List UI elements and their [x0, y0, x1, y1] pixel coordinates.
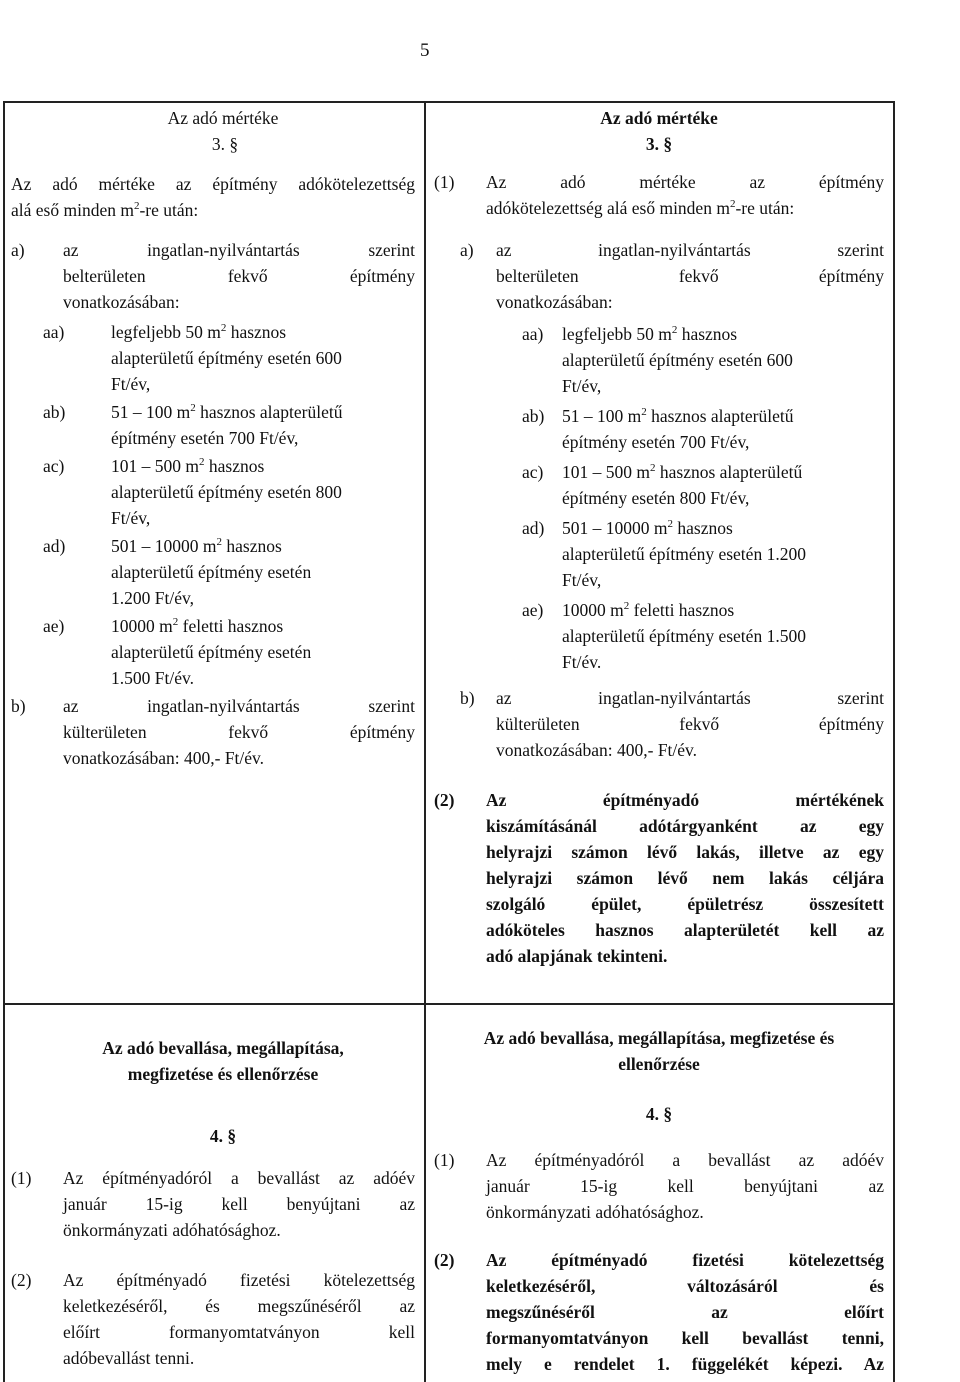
right-a-line-2: belterületen fekvő építmény: [496, 266, 884, 286]
left-ad-line-1b: hasznos: [222, 536, 282, 556]
right-column-section-3: [434, 103, 884, 969]
right-b-line-2: külterületen fekvő építmény: [496, 714, 884, 734]
left-item-ab: [43, 399, 415, 451]
right-p1-sup: 2: [729, 198, 736, 210]
left-ac-sup: 2: [199, 456, 205, 468]
right-ad-line-1: 501 – 10000 m: [562, 518, 668, 538]
right-p2-line-4: helyrajzi számon lévő nem lakás céljára: [486, 868, 884, 888]
left-b-line-1: az ingatlan-nyilvántartás szerint: [63, 696, 415, 716]
left-column-section-3: [11, 103, 415, 771]
right-ad-line-2: alapterületű építmény esetén 1.200: [562, 544, 806, 564]
right-b-marker: b): [460, 688, 475, 708]
right-section-number: 3. §: [645, 134, 673, 154]
right-item-a: [434, 237, 884, 315]
right-a-marker: a): [460, 240, 474, 260]
left-ad-line-3: 1.200 Ft/év,: [111, 588, 194, 608]
left-p1-line-1: Az építményadóról a bevallást az adóév: [63, 1168, 415, 1188]
left-ac-line-3: Ft/év,: [111, 508, 151, 528]
right-item-b: [434, 685, 884, 763]
right-paragraph-2: [434, 787, 884, 969]
left-aa-line-2: alapterületű építmény esetén 600: [111, 348, 342, 368]
left-heading-2-line-2: megfizetése és ellenőrzése: [127, 1064, 319, 1084]
left-intro: [11, 171, 415, 223]
right-q2-line-4: formanyomtatványon kell bevallást tenni,: [486, 1328, 884, 1348]
right-paragraph-4-2: [434, 1247, 884, 1377]
right-a-line-1: az ingatlan-nyilvántartás szerint: [496, 240, 884, 260]
right-ae-line-3: Ft/év.: [562, 652, 602, 672]
right-column-section-4: [434, 1025, 884, 1377]
right-p2-line-7: adó alapjának tekinteni.: [486, 946, 668, 966]
table-row-rule: [3, 1003, 895, 1005]
right-p2-marker: (2): [434, 790, 455, 810]
right-item-ab: [524, 403, 884, 455]
left-p2-line-3: előírt formanyomtatványon kell: [63, 1322, 415, 1342]
left-column-section-4: [11, 1035, 415, 1371]
left-ad-sup: 2: [216, 536, 222, 548]
right-p1-line-1: Az adó mértéke az építmény: [486, 172, 884, 192]
left-ab-line-1b: hasznos alapterületű: [195, 402, 343, 422]
left-ae-marker: ae): [43, 616, 65, 636]
right-item-ad: [524, 515, 884, 593]
right-p1-line-2: adókötelezettség alá eső minden m: [486, 198, 730, 218]
right-paragraph-1: [434, 169, 884, 221]
right-ae-marker: ae): [522, 600, 544, 620]
right-heading-2-line-2: ellenőrzése: [618, 1054, 700, 1074]
left-aa-line-1b: hasznos: [226, 322, 287, 342]
right-ab-marker: ab): [522, 406, 545, 426]
table-right-rule: [893, 101, 895, 1382]
left-b-line-2: külterületen fekvő építmény: [63, 722, 415, 742]
left-ad-line-1: 501 – 10000 m: [111, 536, 217, 556]
left-item-a: [11, 237, 415, 315]
right-p2-line-1: Az építményadó mértékének: [486, 790, 884, 810]
right-ae-line-2: alapterületű építmény esetén 1.500: [562, 626, 806, 646]
left-ad-marker: ad): [43, 536, 66, 556]
left-b-line-3: vonatkozásában: 400,- Ft/év.: [63, 748, 265, 768]
right-ac-line-1b: hasznos alapterületű: [655, 462, 803, 482]
right-heading-2-line-1: Az adó bevallása, megállapítása, megfizetése és: [483, 1028, 835, 1048]
left-heading-2-line-1: Az adó bevallása, megállapítása,: [102, 1038, 344, 1058]
right-p2-line-6: adóköteles hasznos alapterületét kell az: [486, 920, 884, 940]
right-q2-line-3: megszűnéséről az előírt: [486, 1302, 884, 1322]
left-ab-marker: ab): [43, 402, 66, 422]
right-item-aa: [524, 321, 884, 399]
left-ae-line-3: 1.500 Ft/év.: [111, 668, 194, 688]
left-b-marker: b): [11, 696, 26, 716]
left-p1-line-3: önkormányzati adóhatósághoz.: [63, 1220, 281, 1240]
left-ae-line-1: 10000 m: [111, 616, 173, 636]
left-ae-line-1b: feletti hasznos: [178, 616, 284, 636]
left-aa-marker: aa): [43, 322, 65, 342]
right-b-line-1: az ingatlan-nyilvántartás szerint: [496, 688, 884, 708]
left-ac-line-1: 101 – 500 m: [111, 456, 199, 476]
left-ab-line-2: építmény esetén 700 Ft/év,: [111, 428, 299, 448]
right-p1-marker: (1): [434, 172, 455, 192]
right-item-ac: [524, 459, 884, 511]
right-ad-sup: 2: [667, 518, 673, 530]
left-aa-sup: 2: [220, 322, 227, 334]
left-p2-line-1: Az építményadó fizetési kötelezettség: [63, 1270, 415, 1290]
right-paragraph-4-1: [434, 1147, 884, 1225]
right-ac-line-1: 101 – 500 m: [562, 462, 650, 482]
left-p2-marker: (2): [11, 1270, 32, 1290]
left-paragraph-1: [11, 1165, 415, 1243]
right-ad-line-1b: hasznos: [673, 518, 733, 538]
right-b-line-3: vonatkozásában: 400,- Ft/év.: [496, 740, 698, 760]
left-heading: Az adó mértéke: [167, 108, 279, 128]
left-item-ad: [43, 533, 415, 611]
left-ab-line-1: 51 – 100 m: [111, 402, 191, 422]
right-aa-line-1b: hasznos: [677, 324, 738, 344]
left-paragraph-2: [11, 1267, 415, 1371]
left-a-line-1: az ingatlan-nyilvántartás szerint: [63, 240, 415, 260]
right-ab-sup: 2: [641, 406, 647, 418]
right-p2-line-3: helyrajzi számon lévő lakás, illetve az egy: [486, 842, 884, 862]
right-ab-line-2: építmény esetén 700 Ft/év,: [562, 432, 750, 452]
left-p2-line-4: adóbevallást tenni.: [63, 1348, 195, 1368]
left-aa-line-3: Ft/év,: [111, 374, 151, 394]
right-ad-line-3: Ft/év,: [562, 570, 602, 590]
left-section-number: 3. §: [211, 134, 239, 154]
right-heading: Az adó mértéke: [600, 108, 718, 128]
right-aa-marker: aa): [522, 324, 544, 344]
right-ad-marker: ad): [522, 518, 545, 538]
right-q2-line-2: keletkezéséről, változásáról és: [486, 1276, 884, 1296]
right-q2-line-1: Az építményadó fizetési kötelezettség: [486, 1250, 884, 1270]
right-p2-line-2: kiszámításánál adótárgyanként az egy: [486, 816, 884, 836]
right-q1-line-1: Az építményadóról a bevallást az adóév: [486, 1150, 884, 1170]
left-item-ae: [43, 613, 415, 691]
right-ae-line-1: 10000 m: [562, 600, 624, 620]
left-ac-line-1b: hasznos: [204, 456, 265, 476]
left-item-aa: [43, 319, 415, 397]
right-item-ae: [524, 597, 884, 675]
right-q2-marker: (2): [434, 1250, 455, 1270]
right-q1-line-3: önkormányzati adóhatósághoz.: [486, 1202, 704, 1222]
right-aa-line-1: legfeljebb 50 m: [562, 324, 672, 344]
left-intro-line-1: Az adó mértéke az építmény adókötelezettség: [11, 174, 415, 194]
right-ab-line-1: 51 – 100 m: [562, 406, 642, 426]
right-aa-line-3: Ft/év,: [562, 376, 602, 396]
left-ac-marker: ac): [43, 456, 65, 476]
left-intro-sup: 2: [133, 200, 140, 212]
left-ac-line-2: alapterületű építmény esetén 800: [111, 482, 342, 502]
left-ab-sup: 2: [190, 402, 196, 414]
left-section-number-2: 4. §: [209, 1126, 237, 1146]
right-ac-sup: 2: [650, 462, 656, 474]
left-ad-line-2: alapterületű építmény esetén: [111, 562, 312, 582]
table-middle-rule: [424, 101, 426, 1382]
left-p2-line-2: keletkezéséről, és megszűnéséről az: [63, 1296, 415, 1316]
right-ac-marker: ac): [522, 462, 544, 482]
right-section-number-2: 4. §: [645, 1104, 673, 1124]
left-a-line-3: vonatkozásában:: [63, 292, 180, 312]
right-q2-line-5: mely e rendelet 1. függelékét képezi. Az: [486, 1354, 884, 1374]
left-ae-sup: 2: [172, 616, 179, 628]
left-p1-marker: (1): [11, 1168, 32, 1188]
left-a-marker: a): [11, 240, 25, 260]
right-ae-sup: 2: [623, 600, 630, 612]
right-p2-line-5: szolgáló épület, épületrész összesített: [486, 894, 884, 914]
right-aa-sup: 2: [671, 324, 678, 336]
left-intro-line-2: alá eső minden m: [11, 200, 134, 220]
left-p1-line-2: január 15-ig kell benyújtani az: [63, 1194, 415, 1214]
table-left-rule: [3, 101, 5, 1382]
right-q1-line-2: január 15-ig kell benyújtani az: [486, 1176, 884, 1196]
page-number: 5: [420, 40, 430, 61]
right-ae-line-1b: feletti hasznos: [629, 600, 735, 620]
left-aa-line-1: legfeljebb 50 m: [111, 322, 221, 342]
left-item-b: [11, 693, 415, 771]
left-a-line-2: belterületen fekvő építmény: [63, 266, 415, 286]
right-q1-marker: (1): [434, 1150, 455, 1170]
left-ae-line-2: alapterületű építmény esetén: [111, 642, 312, 662]
right-ab-line-1b: hasznos alapterületű: [646, 406, 794, 426]
right-a-line-3: vonatkozásában:: [496, 292, 613, 312]
left-intro-line-2b: -re után:: [139, 200, 199, 220]
left-item-ac: [43, 453, 415, 531]
right-ac-line-2: építmény esetén 800 Ft/év,: [562, 488, 750, 508]
right-p1-line-2b: -re után:: [735, 198, 795, 218]
right-aa-line-2: alapterületű építmény esetén 600: [562, 350, 793, 370]
